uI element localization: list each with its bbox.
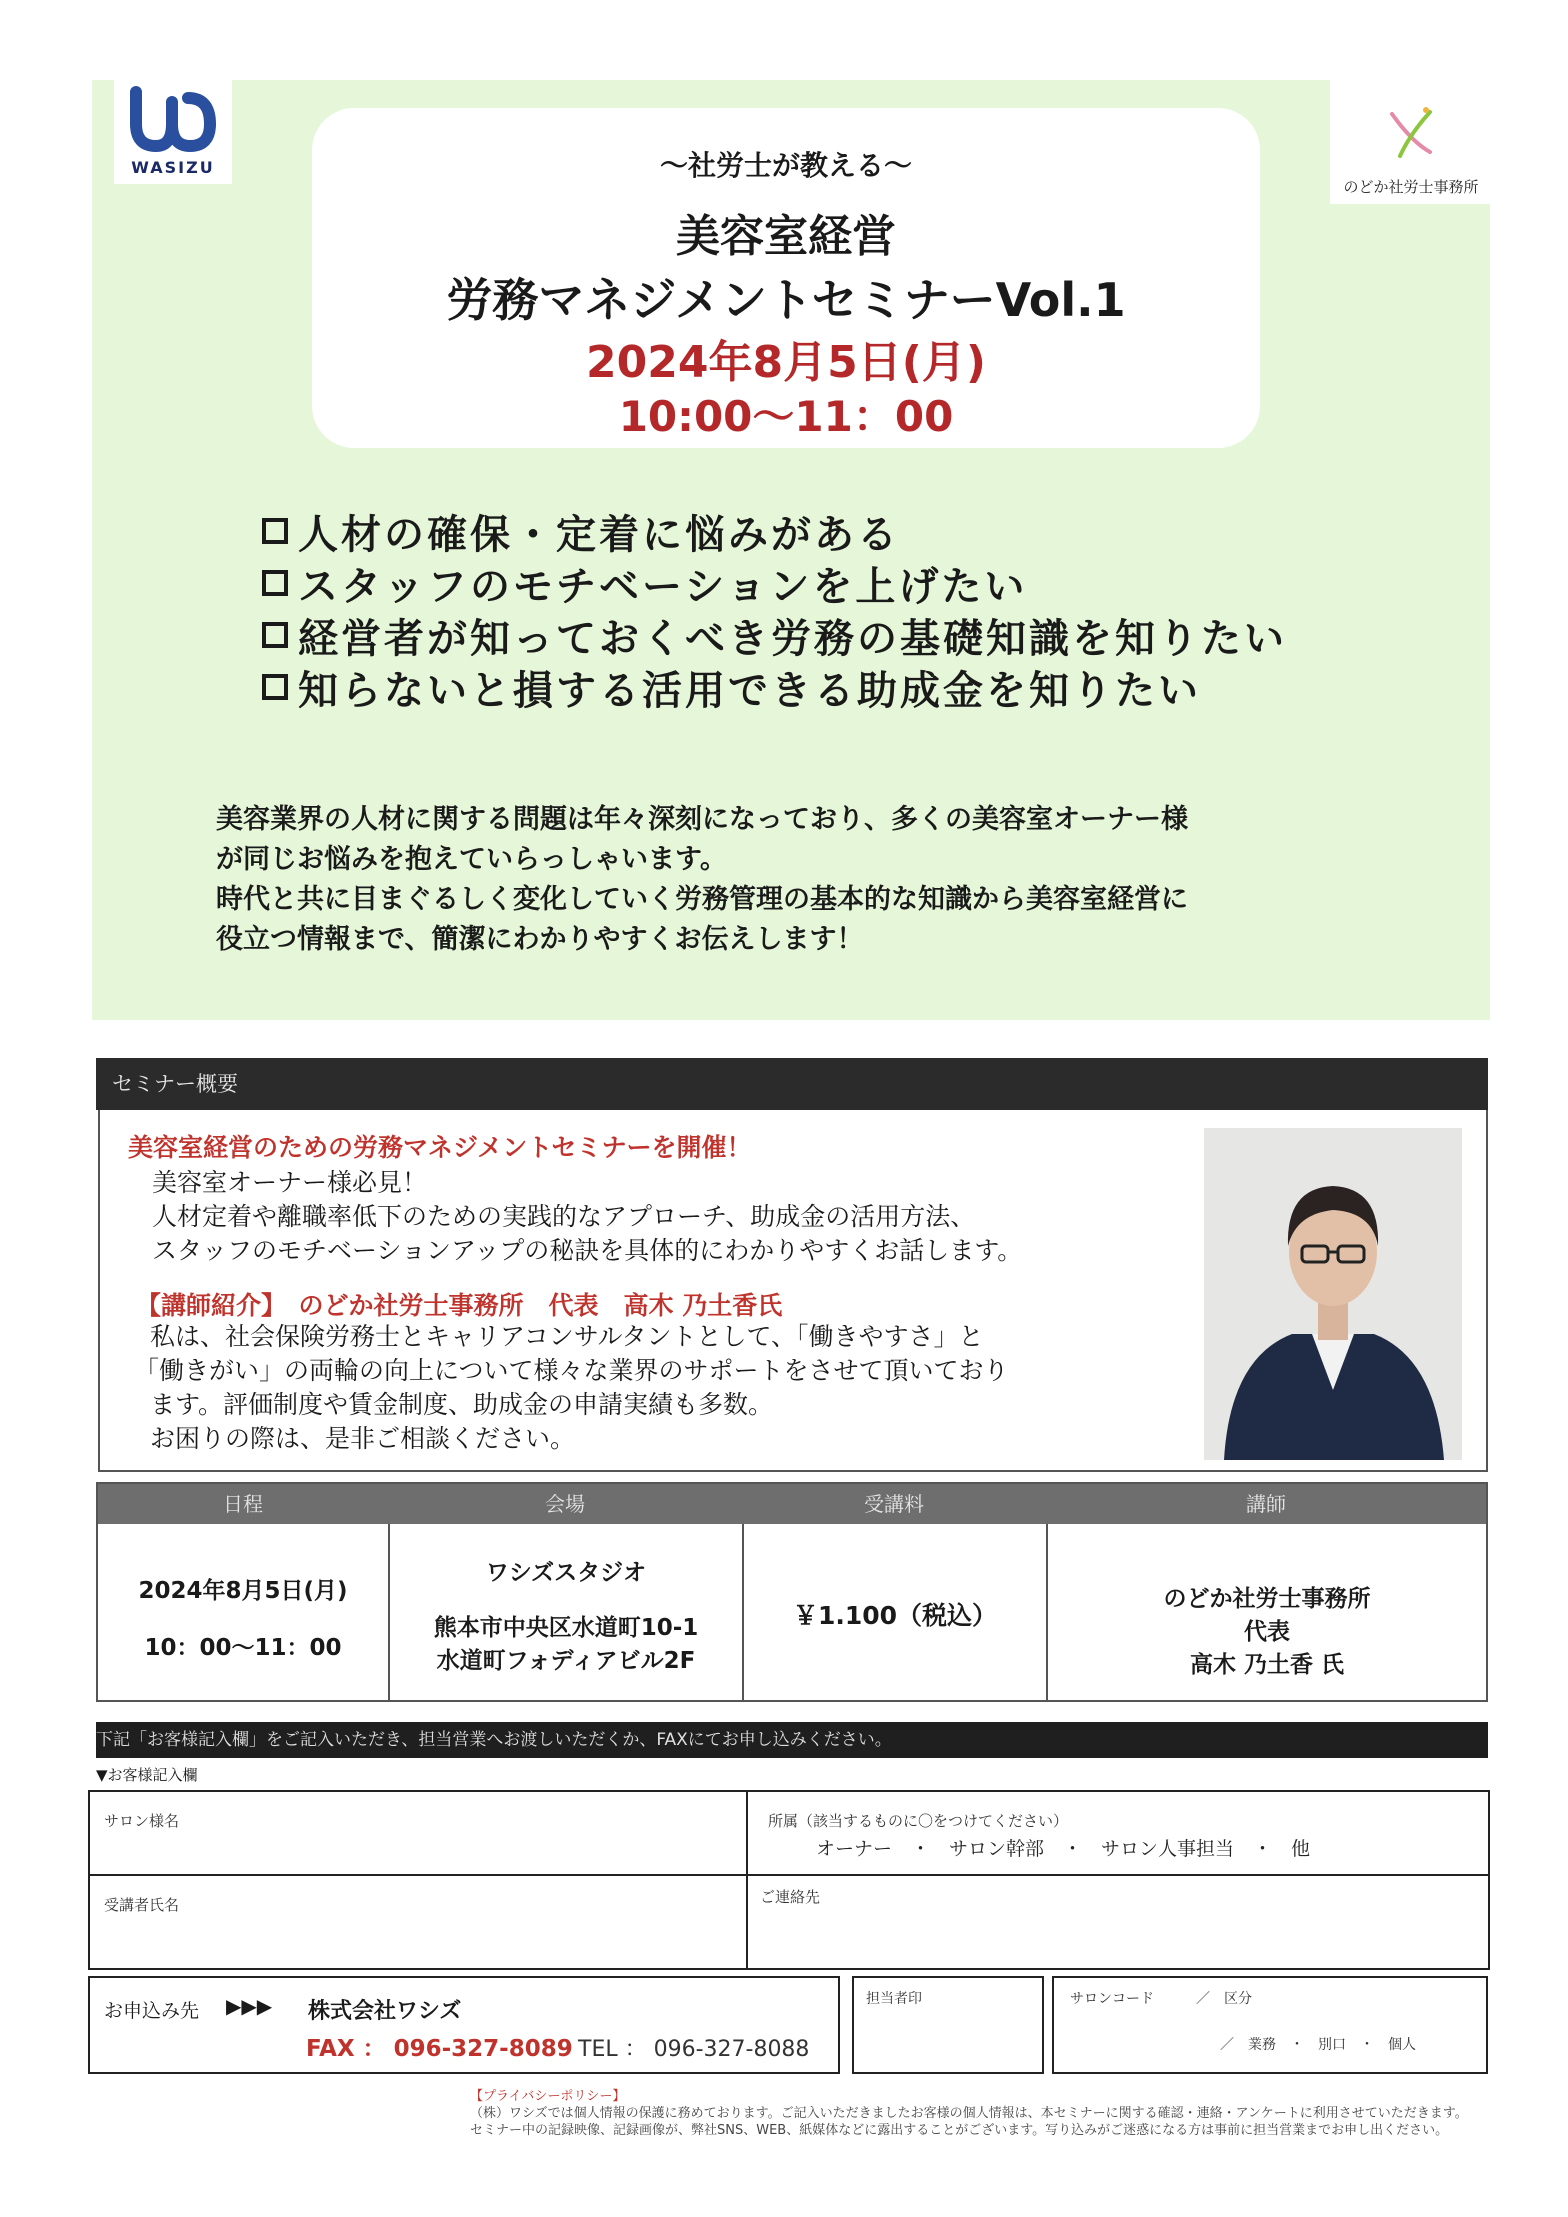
apply-to-label: お申込み先 xyxy=(104,2000,200,2022)
title-line-1: 美容室経営 xyxy=(676,211,896,262)
intro-paragraph: 美容業界の人材に関する問題は年々深刻になっており、多くの美容室オーナー様 が同じお悩みを抱えていらっしゃいます。 時代と共に目まぐるしく変化していく労務管理の基本的な知識から美容室経営に 役立つ情報まで、簡潔にわかりやすくお伝えします！ xyxy=(216,804,1188,955)
checklist-item: 知らないと損する活用できる助成金を知りたい xyxy=(262,661,1412,713)
affiliation-options[interactable]: オーナー ・ サロン幹部 ・ サロン人事担当 ・ 他 xyxy=(816,1838,1311,1860)
checkbox-icon xyxy=(262,570,288,596)
lecturer-heading: 【講師紹介】 のどか社労士事務所 代表 高木 乃土香氏 xyxy=(136,1291,783,1320)
overview-header: セミナー概要 xyxy=(96,1058,1488,1110)
fax-number: FAX ： 096-327-8089 xyxy=(306,2036,573,2062)
checkbox-icon xyxy=(262,518,288,544)
cell-fee: ￥1.100（税込） xyxy=(792,1601,998,1630)
header-lecturer: 講師 xyxy=(1246,1492,1286,1516)
wasizu-logo-icon xyxy=(114,84,232,154)
nodoka-logo-text: のどか社労士事務所 xyxy=(1343,178,1479,196)
title-line-2: 労務マネジメントセミナーVol.1 xyxy=(446,273,1126,327)
form-caption: ▼お客様記入欄 xyxy=(96,1766,198,1784)
lecturer-body: 私は、社会保険労務士とキャリアコンサルタントとして、「働きやすさ」と 「働きがい」の両輪の向上について様々な業界のサポートをさせて頂いており ます。評価制度や賃金制度、助成金の申請実績も多数。 お困りの際は、是非ご相談ください。 xyxy=(134,1322,1009,1453)
divider xyxy=(746,1792,748,1968)
salon-code-label: サロンコード ／ 区分 xyxy=(1070,1991,1252,2007)
staff-stamp-box xyxy=(852,1976,1044,2074)
arrows-icon: ▶▶▶ xyxy=(226,1994,273,2018)
wasizu-logo-text: WASIZU xyxy=(131,158,215,177)
stamp-label: 担当者印 xyxy=(866,1991,922,2007)
title-card xyxy=(312,108,1260,448)
customer-form xyxy=(88,1790,1490,1970)
salon-name-field[interactable]: サロン様名 xyxy=(104,1812,180,1830)
overview-body: 美容室オーナー様必見！ 人材定着や離職率低下のための実践的なアプローチ、助成金の活用方法、 スタッフのモチベーションアップの秘訣を具体的にわかりやすくお話します。 xyxy=(152,1168,1023,1265)
header-venue: 会場 xyxy=(545,1492,585,1516)
checklist-item: 経営者が知っておくべき労務の基礎知識を知りたい xyxy=(262,609,1412,661)
nodoka-logo-icon xyxy=(1382,102,1442,162)
tel-number: TEL ： 096-327-8088 xyxy=(578,2037,810,2062)
nodoka-logo xyxy=(1330,80,1492,204)
cell-lecturer: のどか社労士事務所 代表 高木 乃土香 氏 xyxy=(1163,1586,1371,1678)
privacy-policy: 【プライバシーポリシー】 （株）ワシズでは個人情報の保護に務めております。ご記入いただきましたお客様の個人情報は、本セミナーに関する確認・連絡・アンケートに利用させていただきます。 セミナー中の記録映像、記録画像が、弊社SNS、WEB、紙媒体などに露出することがございます。写り込みがご迷惑になる方は事前に担当営業までお申し出ください。 xyxy=(470,2088,1510,2139)
apply-instructions: 下記「お客様記入欄」をご記入いただき、担当営業へお渡しいただくか、FAXにてお申し込みください。 xyxy=(96,1722,1488,1758)
table-header-row xyxy=(98,1484,1486,1524)
affiliation-label: 所属（該当するものに〇をつけてください） xyxy=(768,1812,1069,1830)
lecturer-photo xyxy=(1204,1128,1462,1460)
seminar-info-table xyxy=(96,1482,1488,1702)
contact-field[interactable]: ご連絡先 xyxy=(760,1888,821,1906)
checkbox-icon xyxy=(262,622,288,648)
checklist-item: スタッフのモチベーションを上げたい xyxy=(262,557,1412,609)
privacy-heading: 【プライバシーポリシー】 xyxy=(470,2089,626,2104)
salon-code-box xyxy=(1052,1976,1488,2074)
header-fee: 受講料 xyxy=(864,1492,924,1516)
cell-venue: ワシズスタジオ 熊本市中央区水道町10-1 水道町フォディアビル2F xyxy=(433,1560,699,1674)
checkbox-icon xyxy=(262,674,288,700)
attendee-name-field[interactable]: 受講者氏名 xyxy=(104,1896,180,1914)
title-subtitle: ～社労士が教える～ xyxy=(659,149,912,182)
concern-checklist xyxy=(262,505,1412,713)
title-time: 10:00～11：00 xyxy=(618,392,954,441)
checklist-item: 人材の確保・定着に悩みがある xyxy=(262,505,1412,557)
title-date: 2024年8月5日(月) xyxy=(586,337,986,388)
wasizu-logo xyxy=(114,74,232,184)
cell-schedule: 2024年8月5日(月) 10：00～11：00 xyxy=(138,1578,348,1661)
apply-contact-box xyxy=(88,1976,840,2074)
divider xyxy=(90,1874,1488,1876)
header-schedule: 日程 xyxy=(223,1492,263,1516)
lecturer-portrait-icon xyxy=(1204,1128,1462,1460)
company-name: 株式会社ワシズ xyxy=(308,1999,462,2024)
overview-headline: 美容室経営のための労務マネジメントセミナーを開催！ xyxy=(128,1133,752,1162)
category-options: ／ 業務 ・ 別口 ・ 個人 xyxy=(1220,2037,1416,2053)
